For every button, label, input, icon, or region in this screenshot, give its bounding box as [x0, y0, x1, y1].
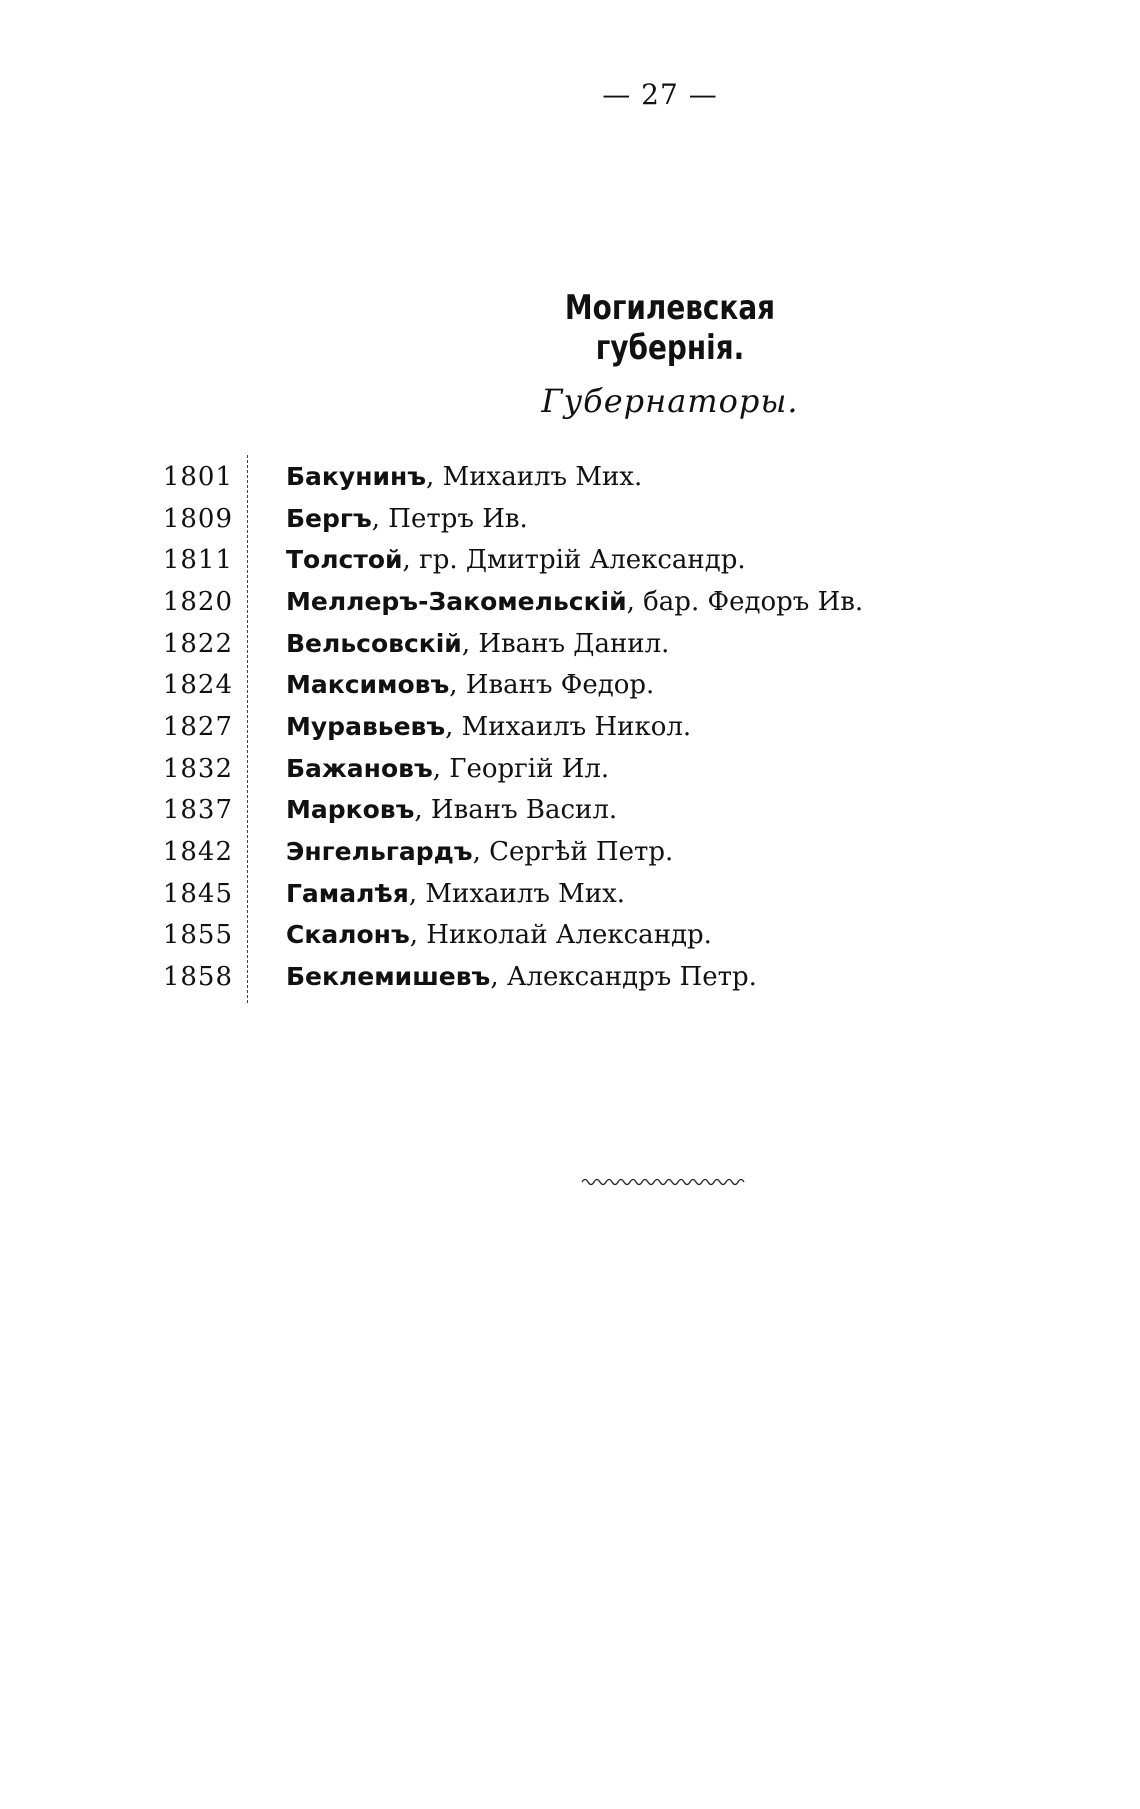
surname: Бажановъ [286, 753, 433, 783]
given-names: , Михаилъ Мих. [408, 878, 626, 909]
surname: Бакунинъ [286, 461, 427, 491]
surname: Меллеръ-Закомельскій [286, 586, 627, 616]
list-item [150, 498, 950, 540]
given-names: , Михаилъ Никол. [445, 711, 692, 742]
governor-name [286, 920, 712, 950]
given-names: , Николай Александр. [409, 920, 712, 951]
governor-name [286, 462, 642, 492]
year: 1827 [162, 711, 233, 742]
surname: Бергъ [286, 503, 372, 533]
given-names: , Иванъ Данил. [461, 628, 670, 659]
surname: Муравьевъ [286, 711, 446, 741]
governor-name [286, 545, 746, 575]
list-item [150, 956, 950, 998]
governor-name [286, 795, 617, 825]
given-names: , Михаилъ Мих. [426, 461, 643, 492]
year: 1801 [162, 461, 233, 492]
year: 1855 [162, 920, 233, 951]
page-title: Могилевская губернія. [564, 288, 776, 368]
governors-list [150, 456, 950, 998]
year: 1820 [162, 586, 233, 617]
governor-name [286, 712, 691, 742]
year: 1809 [162, 503, 233, 534]
surname: Марковъ [286, 795, 415, 825]
given-names: , Петръ Ив. [371, 503, 528, 534]
page-number: — 27 — [602, 78, 718, 111]
list-item [150, 873, 950, 915]
year: 1842 [162, 837, 233, 868]
list-item [150, 748, 950, 790]
list-item [150, 581, 950, 623]
section-subtitle: Губернаторы. [541, 382, 799, 420]
governor-name [286, 754, 609, 784]
year: 1822 [162, 628, 233, 659]
surname: Максимовъ [286, 670, 450, 700]
list-item [150, 539, 950, 581]
given-names: , Иванъ Федор. [449, 670, 655, 701]
list-item [150, 664, 950, 706]
governor-name [286, 962, 757, 992]
surname: Толстой [286, 545, 403, 575]
year: 1824 [162, 670, 233, 701]
given-names: , Сергѣй Петр. [472, 837, 674, 868]
given-names: , Александръ Петр. [490, 962, 757, 993]
surname: Скалонъ [286, 920, 410, 950]
given-names: , Иванъ Васил. [414, 795, 618, 826]
list-item [150, 831, 950, 873]
wavy-divider-ornament [580, 1174, 745, 1186]
surname: Гамалѣя [286, 878, 409, 908]
list-item [150, 706, 950, 748]
surname: Вельсовскій [286, 628, 462, 658]
governor-name [286, 629, 669, 659]
governor-name [286, 837, 673, 867]
year: 1845 [162, 878, 233, 909]
governor-name [286, 670, 654, 700]
list-item [150, 456, 950, 498]
given-names: , бар. Федоръ Ив. [626, 586, 864, 617]
list-item [150, 623, 950, 665]
list-item [150, 915, 950, 957]
year: 1837 [162, 795, 233, 826]
governor-name [286, 879, 625, 909]
year: 1811 [162, 545, 233, 576]
given-names: , Георгій Ил. [432, 753, 610, 784]
year: 1858 [162, 962, 233, 993]
list-item [150, 790, 950, 832]
surname: Энгельгардъ [286, 837, 473, 867]
governor-name [286, 504, 528, 534]
given-names: , гр. Дмитрій Александр. [402, 545, 746, 576]
year: 1832 [162, 753, 233, 784]
surname: Беклемишевъ [286, 962, 491, 992]
governor-name [286, 587, 863, 617]
